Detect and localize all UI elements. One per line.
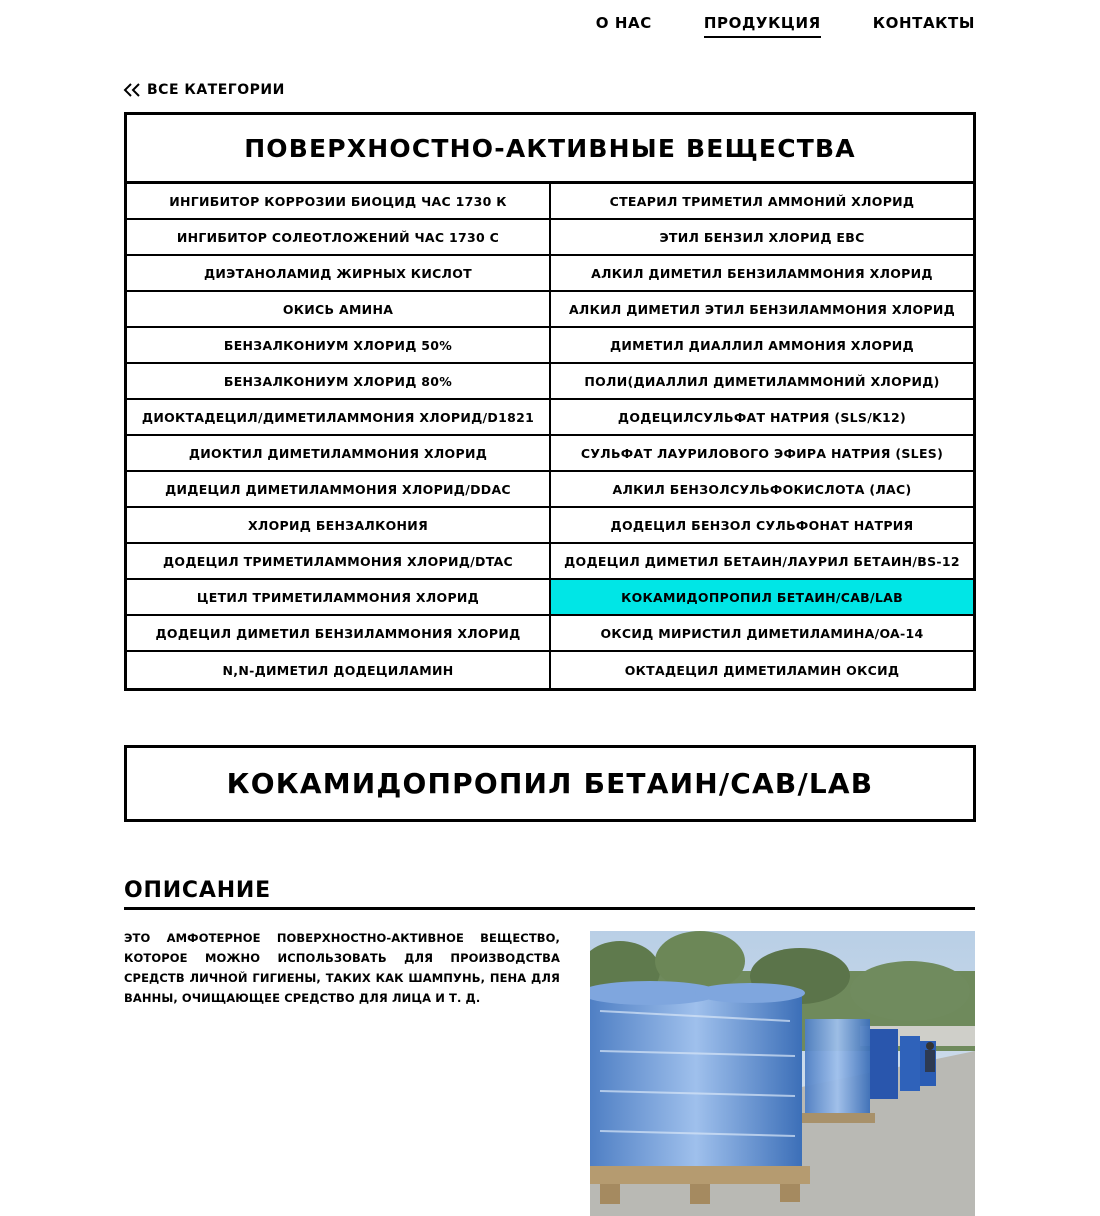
category-table [124, 112, 976, 691]
category-item[interactable]: ДОДЕЦИЛ БЕНЗОЛ СУЛЬФОНАТ НАТРИЯ [551, 508, 973, 544]
category-item[interactable]: ИНГИБИТОР СОЛЕОТЛОЖЕНИЙ ЧАС 1730 С [127, 220, 551, 256]
back-to-categories-link[interactable] [123, 82, 285, 98]
category-item[interactable]: ДИЭТАНОЛАМИД ЖИРНЫХ КИСЛОТ [127, 256, 551, 292]
category-item[interactable]: ПОЛИ(ДИАЛЛИЛ ДИМЕТИЛАММОНИЙ ХЛОРИД) [551, 364, 973, 400]
description-text: ЭТО АМФОТЕРНОЕ ПОВЕРХНОСТНО-АКТИВНОЕ ВЕЩЕСТВО, КОТОРОЕ МОЖНО ИСПОЛЬЗОВАТЬ ДЛЯ ПРОИЗВОДСТВА СРЕДСТВ ЛИЧНОЙ ГИГИЕНЫ, ТАКИХ КАК ШАМПУНЬ, ПЕНА ДЛЯ ВАННЫ, ОЧИЩАЮЩЕЕ СРЕДСТВО ДЛЯ ЛИЦА И Т. Д. [124, 931, 560, 1005]
product-title: КОКАМИДОПРОПИЛ БЕТАИН/CAB/LAB [124, 745, 976, 822]
category-item[interactable]: ЦЕТИЛ ТРИМЕТИЛАММОНИЯ ХЛОРИД [127, 580, 551, 616]
category-item[interactable]: ДИОКТИЛ ДИМЕТИЛАММОНИЯ ХЛОРИД [127, 436, 551, 472]
category-item[interactable]: ДОДЕЦИЛ ДИМЕТИЛ БЕТАИН/ЛАУРИЛ БЕТАИН/BS-12 [551, 544, 973, 580]
category-item[interactable]: ДИДЕЦИЛ ДИМЕТИЛАММОНИЯ ХЛОРИД/DDAC [127, 472, 551, 508]
category-title: ПОВЕРХНОСТНО-АКТИВНЫЕ ВЕЩЕСТВА [127, 115, 973, 184]
product-grid [127, 184, 973, 688]
category-item[interactable]: АЛКИЛ БЕНЗОЛСУЛЬФОКИСЛОТА (ЛАС) [551, 472, 973, 508]
nav-item-contacts[interactable]: КОНТАКТЫ [872, 14, 975, 32]
back-link-label: ВСЕ КАТЕГОРИИ [147, 82, 285, 98]
category-item[interactable]: СУЛЬФАТ ЛАУРИЛОВОГО ЭФИРА НАТРИЯ (SLES) [551, 436, 973, 472]
category-item[interactable]: ДИОКТАДЕЦИЛ/ДИМЕТИЛАММОНИЯ ХЛОРИД/D1821 [127, 400, 551, 436]
nav-item-about[interactable]: О НАС [595, 14, 652, 32]
category-item[interactable]: АЛКИЛ ДИМЕТИЛ ЭТИЛ БЕНЗИЛАММОНИЯ ХЛОРИД [551, 292, 973, 328]
top-nav [596, 14, 975, 38]
double-chevron-left-icon [123, 82, 141, 98]
category-item[interactable]: ОКСИД МИРИСТИЛ ДИМЕТИЛАМИНА/OA-14 [551, 616, 973, 652]
category-item[interactable]: ХЛОРИД БЕНЗАЛКОНИЯ [127, 508, 551, 544]
product-photo [590, 931, 975, 1216]
category-item[interactable]: ДОДЕЦИЛ ТРИМЕТИЛАММОНИЯ ХЛОРИД/DTAC [127, 544, 551, 580]
category-item[interactable]: ДИМЕТИЛ ДИАЛЛИЛ АММОНИЯ ХЛОРИД [551, 328, 973, 364]
category-item[interactable]: БЕНЗАЛКОНИУМ ХЛОРИД 80% [127, 364, 551, 400]
category-item[interactable]: N,N-ДИМЕТИЛ ДОДЕЦИЛАМИН [127, 652, 551, 688]
category-item[interactable]: ДОДЕЦИЛ ДИМЕТИЛ БЕНЗИЛАММОНИЯ ХЛОРИД [127, 616, 551, 652]
category-item-active[interactable]: КОКАМИДОПРОПИЛ БЕТАИН/CAB/LAB [551, 580, 973, 616]
category-item[interactable]: ИНГИБИТОР КОРРОЗИИ БИОЦИД ЧАС 1730 К [127, 184, 551, 220]
category-item[interactable]: АЛКИЛ ДИМЕТИЛ БЕНЗИЛАММОНИЯ ХЛОРИД [551, 256, 973, 292]
description-heading: ОПИСАНИЕ [124, 878, 975, 910]
nav-item-products[interactable]: ПРОДУКЦИЯ [704, 14, 821, 38]
category-item[interactable]: ДОДЕЦИЛСУЛЬФАТ НАТРИЯ (SLS/K12) [551, 400, 973, 436]
category-item[interactable]: БЕНЗАЛКОНИУМ ХЛОРИД 50% [127, 328, 551, 364]
category-item[interactable]: ОКТАДЕЦИЛ ДИМЕТИЛАМИН ОКСИД [624, 662, 900, 678]
category-item[interactable]: ОКИСЬ АМИНА [127, 292, 551, 328]
category-item[interactable]: СТЕАРИЛ ТРИМЕТИЛ АММОНИЙ ХЛОРИД [551, 184, 973, 220]
category-item[interactable]: ЭТИЛ БЕНЗИЛ ХЛОРИД EBC [551, 220, 973, 256]
